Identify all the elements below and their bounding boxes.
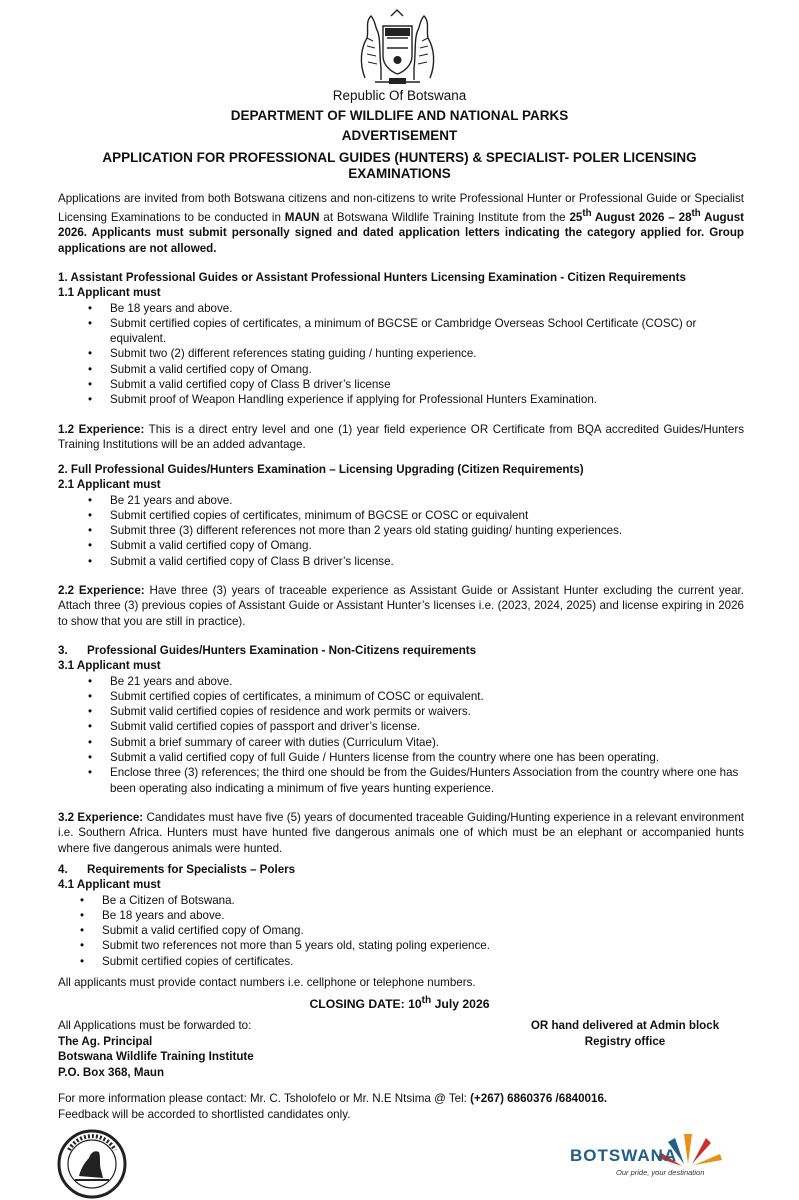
section-2-exp-label: 2.2 Experience: xyxy=(58,584,145,598)
intro-bold-rest: August 2026. Applicants must submit personally signed and dated application letters indicating the category applied for. Group applications are not allowed. xyxy=(58,211,745,255)
list-item: • Submit certified copies of certificates, minimum of BGCSE or COSC or equivalent xyxy=(110,508,744,523)
advertisement-heading: ADVERTISEMENT xyxy=(341,128,458,143)
forward-line-1: The Ag. Principal xyxy=(58,1034,153,1048)
intro-place: MAUN xyxy=(284,211,320,225)
title-line-2: EXAMINATIONS xyxy=(348,166,451,181)
closing-date xyxy=(0,995,799,1011)
brand-tagline: Our pride, your destination xyxy=(616,1168,705,1177)
hand-line-1: OR hand delivered at Admin block xyxy=(530,1019,720,1032)
title-line-1: APPLICATION FOR PROFESSIONAL GUIDES (HUNTERS) & SPECIALIST- POLER LICENSING xyxy=(102,150,697,165)
section-1-list xyxy=(58,301,744,408)
section-3-sub: 3.1 Applicant must xyxy=(58,659,161,673)
list-item: • Submit a valid certified copy of full Guide / Hunters license from the country where one has been operating. xyxy=(110,750,744,765)
list-item: • Be 18 years and above. xyxy=(110,301,744,316)
section-1-exp-text: This is a direct entry level and one (1) year field experience OR Certificate from BQA accredited Guides/Hunters Training Institutions will be an added advantage. xyxy=(58,422,744,451)
contact-note: All applicants must provide contact numbers i.e. cellphone or telephone numbers. xyxy=(58,976,476,989)
list-item: • Submit a valid certified copy of Class B driver’s license xyxy=(110,377,744,392)
section-3-title: 3. Professional Guides/Hunters Examination - Non-Citizens requirements xyxy=(58,644,477,657)
hand-delivery-note xyxy=(490,1018,760,1049)
section-3-exp-text: Candidates must have five (5) years of documented traceable Guiding/Hunting experience in a relevant environment i.e. Southern Africa. Hunters must have hunted five dangerous animals one of which must be an elephant or accompanied hunts where five dangerous animals were hunted. xyxy=(58,810,744,855)
date-start-sup: th xyxy=(582,208,592,220)
list-item: • Submit valid certified copies of residence and work permits or waivers. xyxy=(110,704,744,719)
section-2-experience xyxy=(58,583,744,629)
section-2-exp-text: Have three (3) years of traceable experience as Assistant Guide or Assistant Hunter excluding the current year. Attach three (3) previous copies of Assistant Guide or Assistant Hunter’s licenses i.e. (2023, 2024, 2025) and license expiring in 2026 to show that you are still in practice). xyxy=(58,584,744,628)
list-item: • Submit a valid certified copy of Omang. xyxy=(102,923,744,938)
section-4-title: 4. Requirements for Specialists – Polers xyxy=(58,863,296,876)
list-item: • Be 18 years and above. xyxy=(102,908,744,923)
list-item: • Enclose three (3) references; the third one should be from the Guides/Hunters Association from the country where one has been operating also indicating a minimum of five years hunting experience. xyxy=(110,765,744,796)
closing-sup: th xyxy=(421,995,432,1006)
section-1-title: 1. Assistant Professional Guides or Assistant Professional Hunters Licensing Examination - Citizen Requirements xyxy=(58,271,686,284)
coat-of-arms-icon xyxy=(345,8,450,88)
section-4-list xyxy=(58,893,744,969)
list-item: • Submit three (3) different references not more than 2 years old stating guiding/ hunting experiences. xyxy=(110,523,744,538)
list-item: • Submit proof of Weapon Handling experience if applying for Professional Hunters Examination. xyxy=(110,392,744,407)
section-4-sub: 4.1 Applicant must xyxy=(58,878,161,892)
list-item: • Be 21 years and above. xyxy=(110,674,744,689)
section-3-experience xyxy=(58,810,744,856)
list-item: • Submit a valid certified copy of Omang. xyxy=(110,362,744,377)
list-item: • Submit two references not more than 5 years old, stating poling experience. xyxy=(102,938,744,953)
intro-paragraph xyxy=(58,191,744,256)
department-seal-icon xyxy=(55,1128,130,1200)
forward-line-2: Botswana Wildlife Training Institute xyxy=(58,1050,254,1063)
section-2-title: 2. Full Professional Guides/Hunters Examination – Licensing Upgrading (Citizen Requirements) xyxy=(58,463,584,476)
contact-line xyxy=(58,1091,744,1107)
list-item: • Submit certified copies of certificates, a minimum of COSC or equivalent. xyxy=(110,689,744,704)
section-2 xyxy=(58,462,744,629)
hand-line-2: Registry office xyxy=(584,1034,666,1048)
section-1-experience xyxy=(58,422,744,453)
list-item: • Submit a brief summary of career with duties (Curriculum Vitae). xyxy=(110,735,744,750)
forward-intro: All Applications must be forwarded to: xyxy=(58,1019,252,1032)
list-item: • Submit two (2) different references stating guiding / hunting experience. xyxy=(110,346,744,361)
list-item: • Submit certified copies of certificates, a minimum of BGCSE or Cambridge Overseas School Certificate (COSC) or equivalent. xyxy=(110,316,744,347)
brand-word: BOTSWANA xyxy=(570,1146,678,1165)
section-4 xyxy=(58,862,744,969)
date-mid: August 2026 – 28 xyxy=(591,211,692,225)
department-heading: DEPARTMENT OF WILDLIFE AND NATIONAL PARKS xyxy=(230,108,569,123)
closing-text: CLOSING DATE: 10 xyxy=(309,997,422,1012)
list-item: • Submit certified copies of certificates. xyxy=(102,954,744,969)
section-2-list xyxy=(58,493,744,569)
date-start: 25 xyxy=(569,211,583,225)
forward-address xyxy=(58,1018,358,1080)
contact-text: For more information please contact: Mr. C. Tsholofelo or Mr. N.E Ntsima @ Tel: xyxy=(58,1092,471,1105)
list-item: • Be 21 years and above. xyxy=(110,493,744,508)
contact-info xyxy=(58,1091,744,1122)
section-3-list xyxy=(58,674,744,796)
list-item: • Submit valid certified copies of passport and driver’s license. xyxy=(110,719,744,734)
forward-line-3: P.O. Box 368, Maun xyxy=(58,1065,165,1079)
section-1-exp-label: 1.2 Experience: xyxy=(58,422,145,436)
section-3-exp-label: 3.2 Experience: xyxy=(58,810,144,824)
section-1 xyxy=(58,270,744,452)
page-title xyxy=(0,150,799,182)
contact-phone: (+267) 6860376 /6840016. xyxy=(470,1092,608,1105)
intro-text-2: at Botswana Wildlife Training Institute from the xyxy=(319,211,570,225)
botswana-brand-logo xyxy=(568,1128,738,1188)
list-item: • Submit a valid certified copy of Class B driver’s license. xyxy=(110,554,744,569)
section-3 xyxy=(58,643,744,856)
section-2-sub: 2.1 Applicant must xyxy=(58,478,161,492)
list-item: • Be a Citizen of Botswana. xyxy=(102,893,744,908)
feedback-line: Feedback will be accorded to shortlisted candidates only. xyxy=(58,1107,351,1121)
section-1-sub: 1.1 Applicant must xyxy=(58,286,161,300)
intro-text-1: Applications are invited from both Botswana citizens and non-citizens to write Professional Hunter or Professional Guide or Specialist Licensing Examinations to be conducted in xyxy=(58,192,744,225)
date-end-sup: th xyxy=(691,208,701,220)
closing-rest: July 2026 xyxy=(431,997,490,1012)
republic-heading: Republic Of Botswana xyxy=(332,88,467,103)
list-item: • Submit a valid certified copy of Omang. xyxy=(110,538,744,553)
